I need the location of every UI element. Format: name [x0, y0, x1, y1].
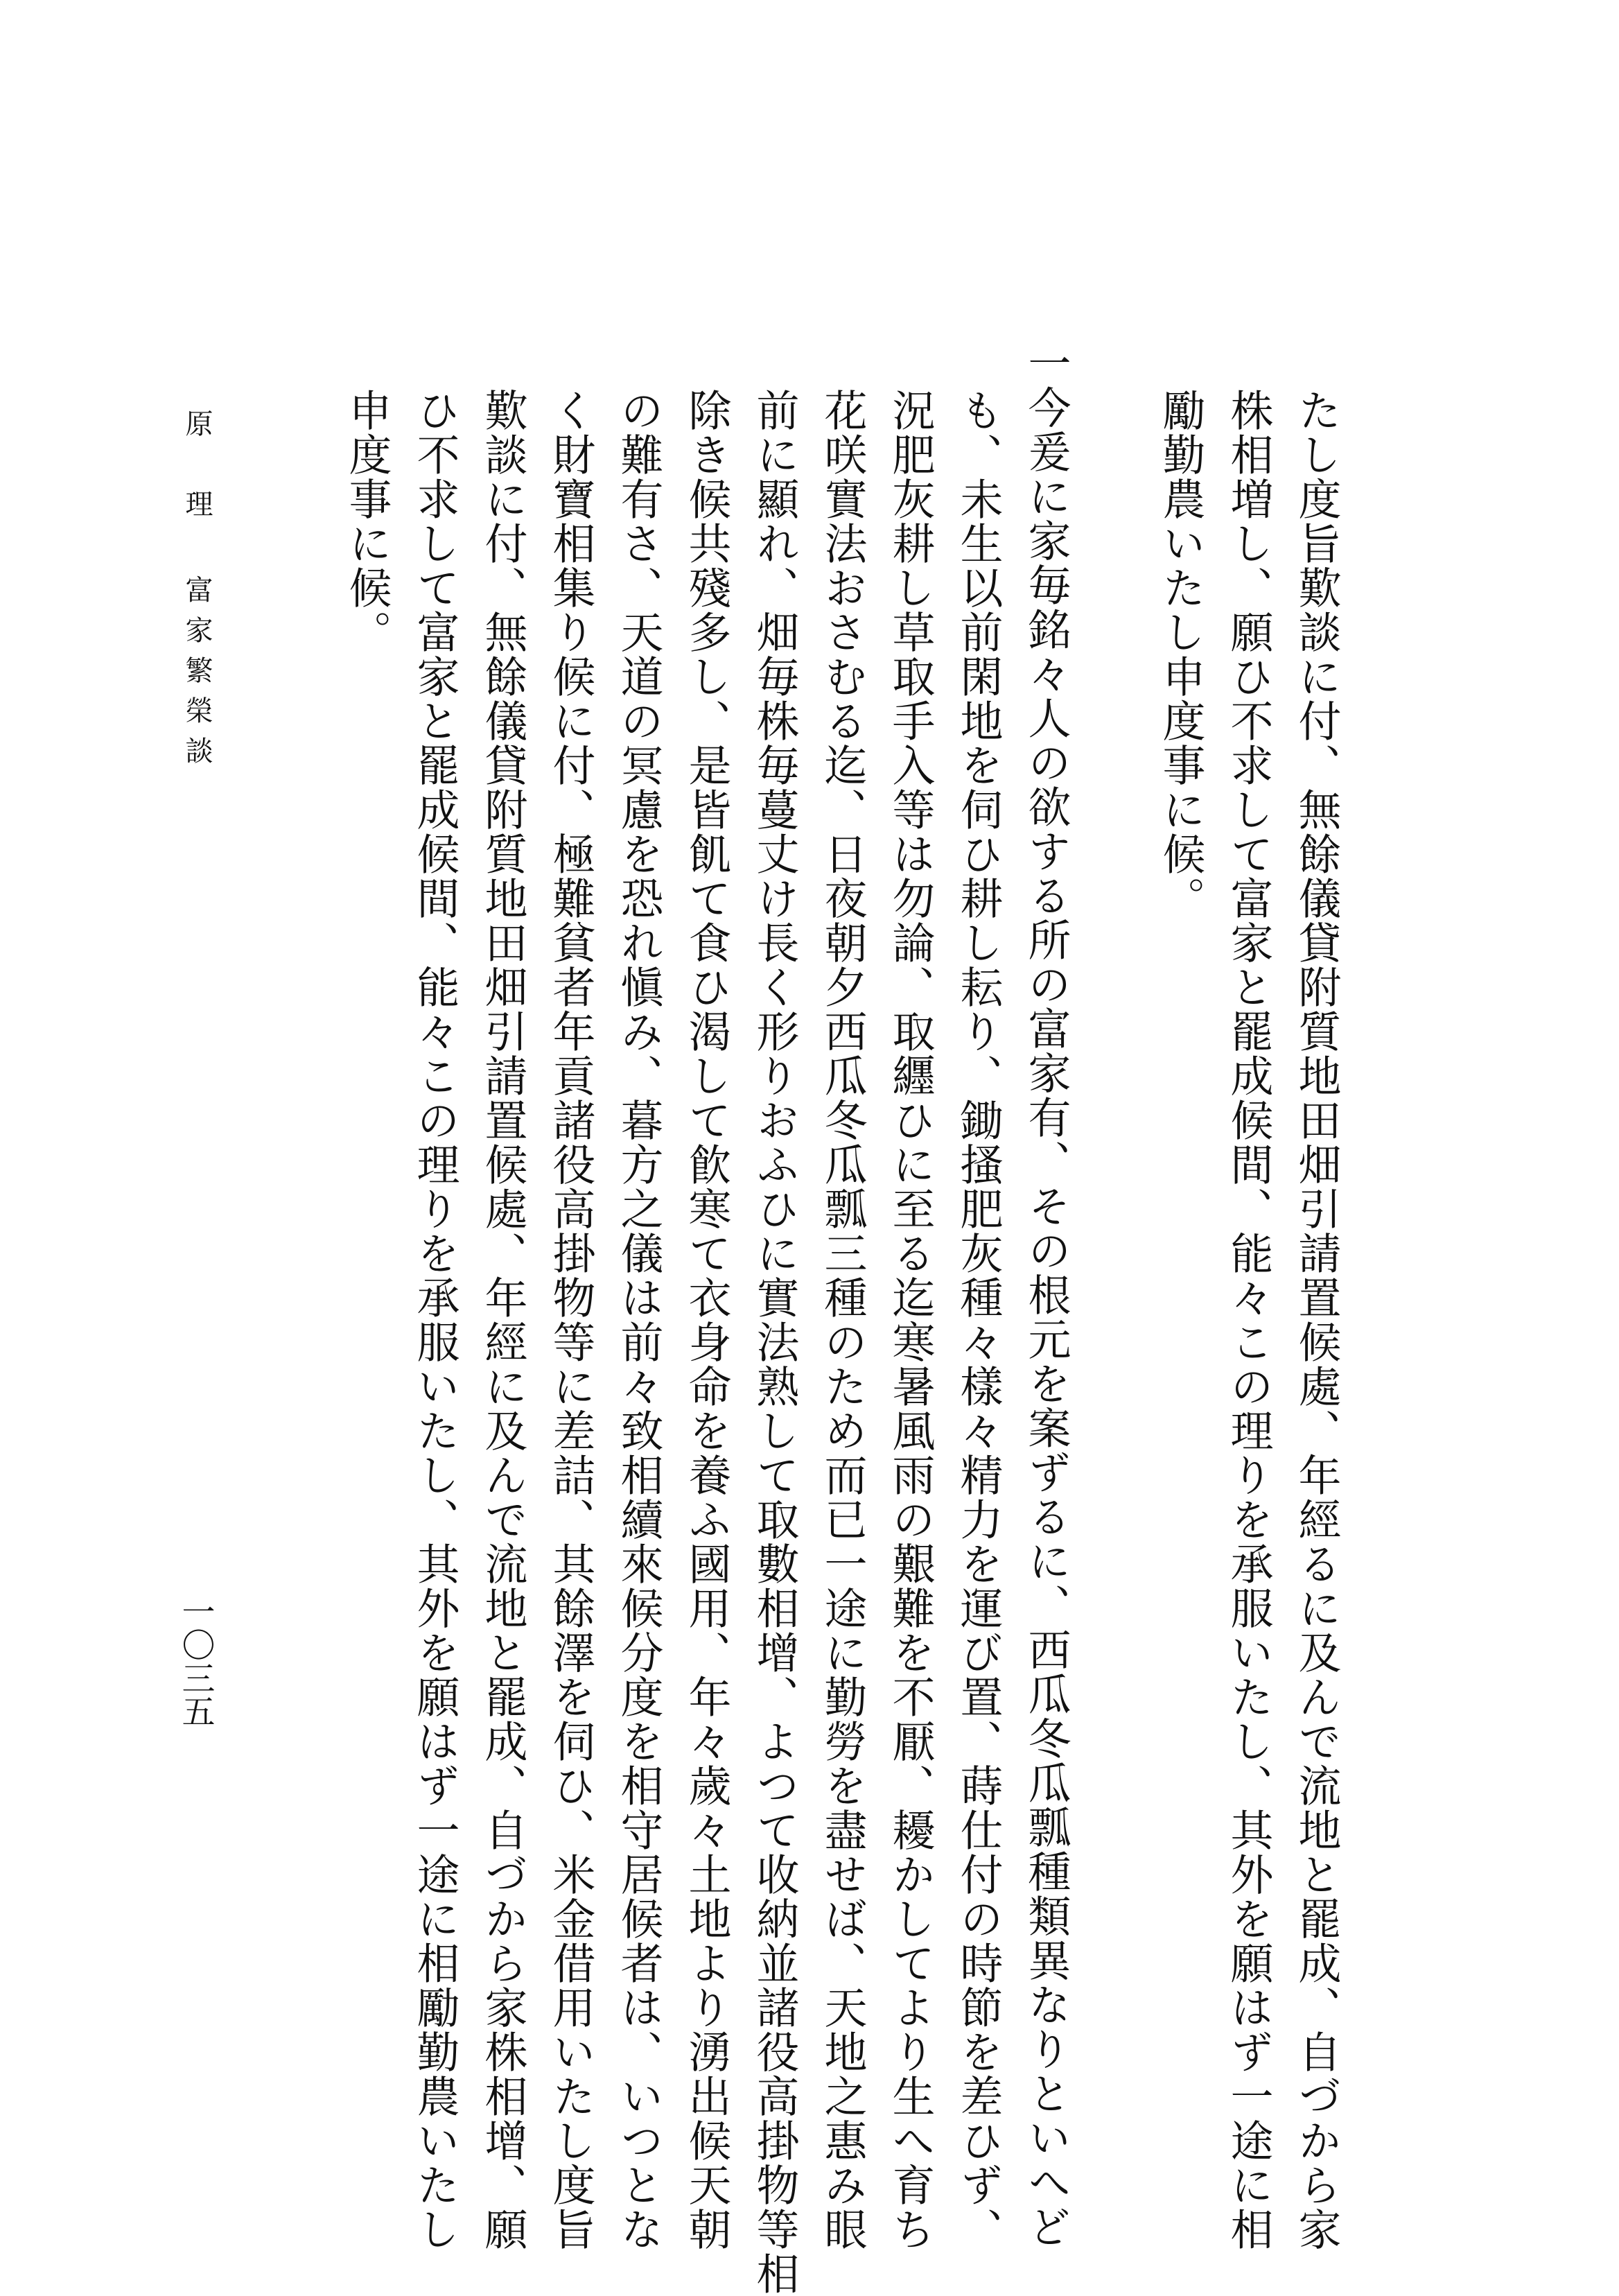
text-column-3: 勵勤農いたし申度事に候。	[1155, 388, 1206, 921]
text-column-12: 歎談に付、無餘儀貸附質地田畑引請置候處、年經に及んで流地と罷成、自づから家株相增、願	[478, 388, 528, 2252]
text-column-4: 一今爰に家毎銘々人の欲する所の富家有、その根元を案ずるに、西瓜冬瓜瓢種類異なりといへど	[1021, 341, 1071, 2249]
text-column-7: 花咲實法おさむる迄、日夜朝夕西瓜冬瓜瓢三種のため而已一途に勤勞を盡せば、天地之惠み眼	[817, 388, 868, 2252]
footer-book-title: 富家繁榮談	[181, 575, 213, 776]
text-column-2: 株相増し、願ひ不求して富家と罷成候間、能々この理りを承服いたし、其外を願はず一途に相	[1223, 388, 1274, 2252]
text-column-14: 申度事に候。	[342, 388, 392, 654]
footer-section-label: 原 理	[181, 409, 213, 530]
text-column-5: も、未生以前閑地を伺ひ耕し耘り、鋤搔肥灰種々樣々精力を運び置、蒔仕付の時節を差ひず、	[953, 388, 1004, 2252]
text-column-1: たし度旨歎談に付、無餘儀貸附質地田畑引請置候處、年經るに及んで流地と罷成、自づから家	[1291, 388, 1342, 2252]
page-number: 一〇三五	[176, 1594, 215, 1728]
text-column-11: く財寶相集り候に付、極難貧者年貢諸役高掛物等に差詰、其餘澤を伺ひ、米金借用いたし度旨	[545, 388, 596, 2252]
text-column-9: 除き候共殘多し、是皆飢て食ひ渴して飮寒て衣身命を養ふ國用、年々歲々土地より湧出候天朝	[681, 388, 732, 2252]
text-column-13: ひ不求して富家と罷成候間、能々この理りを承服いたし、其外を願はず一途に相勵勤農いたし	[410, 388, 460, 2252]
text-column-10: の難有さ、天道の冥慮を恐れ愼み、暮方之儀は前々致相續來候分度を相守居候者は、いつとな	[613, 388, 664, 2252]
text-column-8: 前に顯れ、畑毎株毎蔓丈け長く形りおふひに實法熟して取數相增、よつて收納並諸役高掛物等相	[749, 388, 800, 2296]
text-column-6: 況肥灰耕し草取手入等は勿論、取纒ひに至る迄寒暑風雨の艱難を不厭、耰かしてより生へ育ち	[885, 388, 936, 2252]
